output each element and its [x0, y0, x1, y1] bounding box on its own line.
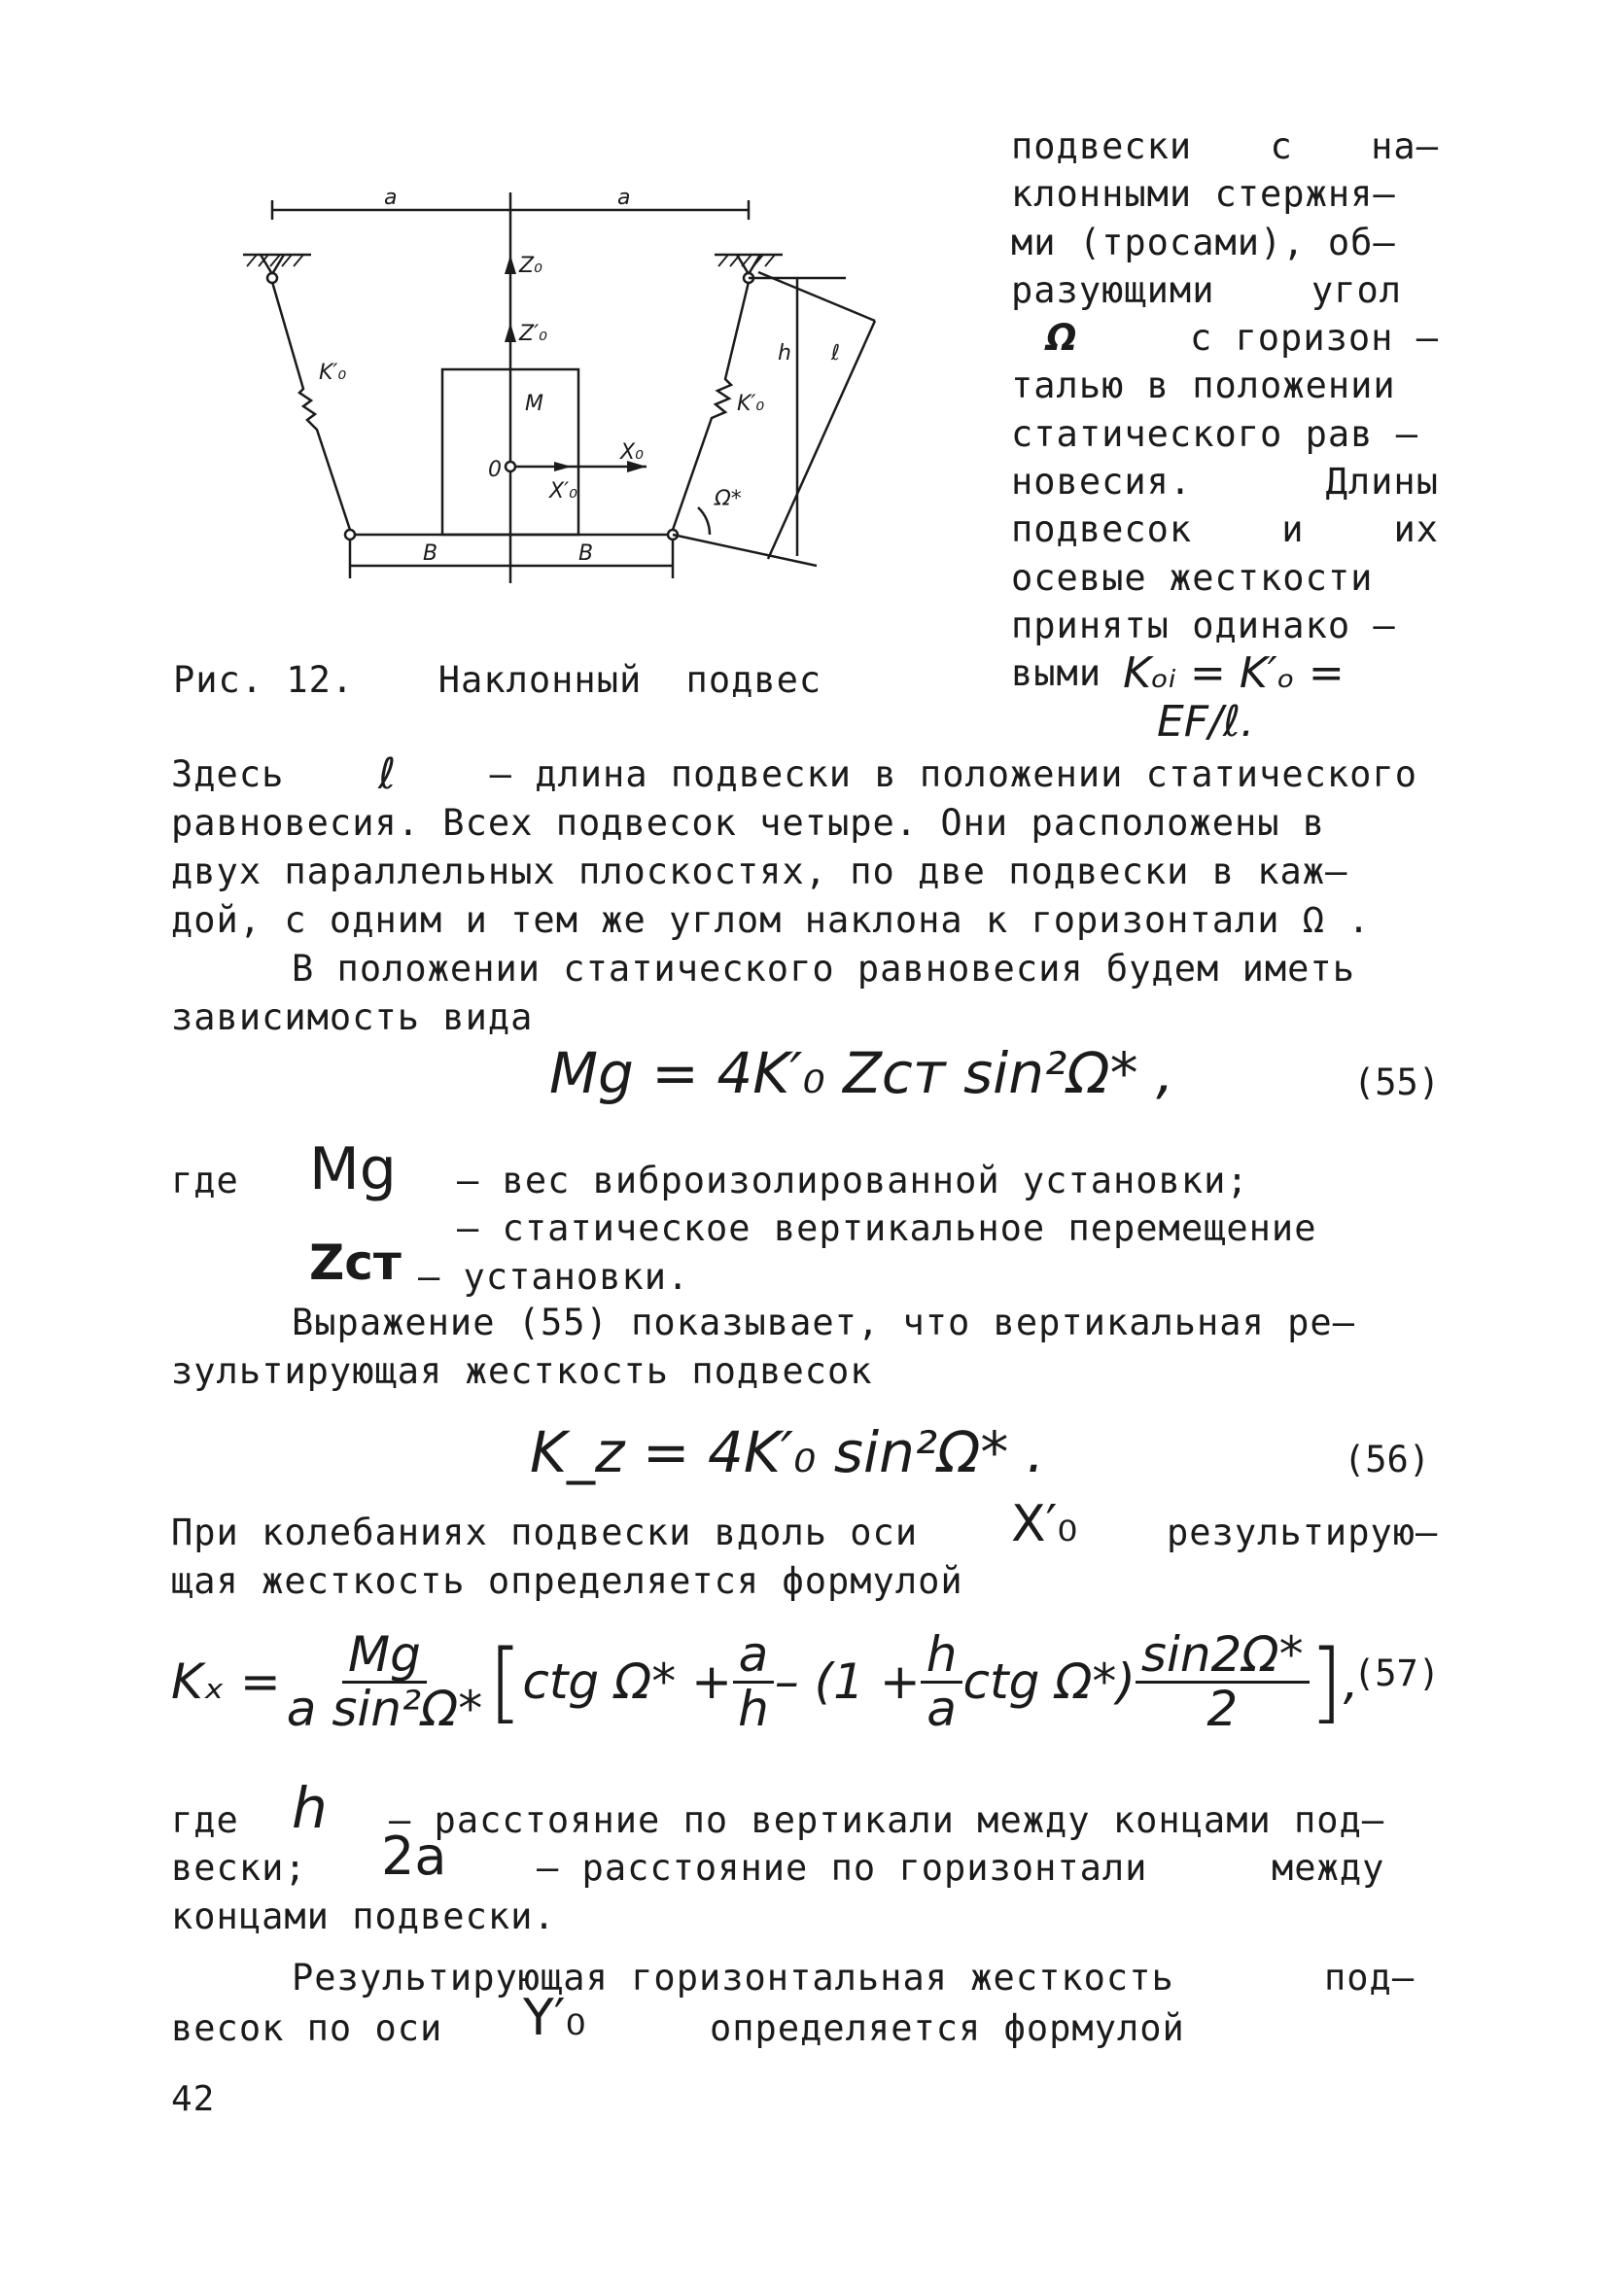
formula-k-oi: Kₒᵢ = K′ₒ =: [1123, 648, 1345, 699]
figure-inclined-suspension: [214, 185, 894, 593]
equation-56-number: (56): [1344, 1439, 1431, 1480]
p1-line-1: Здесь ℓ – длина подвески в положении статического: [171, 749, 1417, 799]
where1-desc-3: – установки.: [418, 1256, 690, 1298]
label-z0-prime: Z′₀: [519, 322, 547, 346]
p4-line-2: щая жесткость определяется формулой: [171, 1560, 963, 1602]
p1-line-3: двух параллельных плоскостях, по две подвески в каж–: [171, 851, 1348, 892]
p2-line-2: зависимость вида: [171, 996, 534, 1038]
side-line-9: подвесок и их: [1011, 508, 1439, 551]
p1-line-2: равновесия. Всех подвесок четыре. Они расположены в: [171, 802, 1326, 844]
where2-symbol-h: h: [292, 1775, 328, 1841]
label-k-left: K′₀: [319, 361, 347, 385]
side-line-12: выми Kₒᵢ = K′ₒ =: [1011, 648, 1345, 699]
label-b-left: B: [423, 541, 438, 566]
where1-symbol-zst: Zст: [309, 1235, 402, 1291]
where2-word: где: [171, 1799, 239, 1841]
where2-line2-a: вески;: [171, 1847, 307, 1889]
p3-line-2: зультирующая жесткость подвесок: [171, 1350, 873, 1392]
side-line-10: осевые жесткости: [1011, 556, 1374, 599]
label-l: ℓ: [831, 341, 841, 365]
side-line-6: талью в положении: [1011, 365, 1396, 407]
p5-axis-y0: Y′₀: [523, 1989, 586, 2047]
label-b-right: B: [578, 541, 594, 566]
side-line-2: клонными стержня–: [1011, 173, 1396, 216]
where2-line3: концами подвески.: [171, 1896, 556, 1937]
side-line-7: статического рав –: [1011, 412, 1418, 455]
label-origin: 0: [488, 458, 502, 482]
where2-line2-b: – расстояние по горизонтали: [537, 1847, 1148, 1889]
side-line-3: ми (тросами), об–: [1011, 221, 1396, 263]
label-x0: X₀: [620, 440, 644, 465]
equation-55-number: (55): [1353, 1061, 1441, 1103]
side-line-11: приняты одинако –: [1011, 604, 1396, 646]
side-line-1: подвески с на–: [1011, 125, 1439, 167]
eq57-fraction-main: $\frac{Mg}{\text{a sin²Ω*}}$: [286, 1626, 483, 1737]
p4-axis-x0: X′₀: [1011, 1495, 1078, 1553]
side-line-8: новесия. Длины: [1011, 461, 1439, 504]
side-line-4: разующими угол: [1011, 268, 1402, 311]
p5-line-2c: определяется формулой: [710, 2007, 1185, 2049]
where1-word: где: [171, 1160, 239, 1201]
label-h: h: [778, 341, 791, 365]
eq57-fraction-sin: $\frac{\sin 2\Omega*}{2}$: [1136, 1629, 1310, 1734]
label-a-right: a: [617, 186, 631, 210]
where1-desc-2: – статическое вертикальное перемещение: [457, 1207, 1317, 1249]
label-a-left: a: [384, 186, 398, 210]
side-line-5: Ω с горизон –: [1046, 317, 1439, 360]
p5-line-1b: под–: [1324, 1957, 1416, 1999]
equation-56: K_z = 4K′₀ sin²Ω* .: [530, 1419, 1045, 1485]
where1-symbol-mg: Mg: [309, 1135, 397, 1203]
where2-symbol-2a: 2a: [381, 1826, 447, 1887]
caption-text: Наклонный подвес: [437, 659, 822, 701]
equation-57-number: (57): [1353, 1652, 1441, 1694]
label-x0-prime: X′₀: [549, 479, 577, 504]
figure-diagram: [214, 185, 894, 593]
p4-line-1c: результирую–: [1167, 1512, 1439, 1553]
eq57-fraction-a-h: $\frac{a}{h}$: [732, 1629, 775, 1734]
left-rod: [272, 282, 350, 530]
side-line-13: [1011, 698, 1439, 746]
p4-line-1a: При колебаниях подвески вдоль оси: [171, 1512, 919, 1553]
p5-line-2a: весок по оси: [171, 2007, 443, 2049]
page-number: 42: [171, 2079, 216, 2119]
caption-label: Рис. 12.: [173, 659, 355, 701]
label-z0: Z₀: [519, 254, 542, 278]
eq57-fraction-h-a: $\frac{h}{a}$: [921, 1629, 963, 1734]
p5-line-1a: Результирующая горизонтальная жесткость: [292, 1957, 1174, 1999]
where1-desc-1: – вес виброизолированной установки;: [457, 1160, 1249, 1201]
formula-ef-l: EF/ℓ.: [1157, 696, 1255, 747]
p3-line-1: Выражение (55) показывает, что вертикальная ре–: [292, 1302, 1355, 1343]
side-text-column: [1011, 122, 1439, 746]
p2-line-1: В положении статического равновесия будем иметь: [292, 948, 1355, 990]
where2-desc-h: – расстояние по вертикали между концами под–: [389, 1799, 1385, 1841]
p1-line-4: дой, с одним и тем же углом наклона к горизонтали Ω .: [171, 899, 1371, 941]
label-omega: Ω*: [715, 487, 742, 511]
label-mass: M: [525, 392, 543, 416]
figure-caption: [173, 656, 821, 704]
equation-57: Kₓ = $\frac{Mg}{\text{a sin²Ω*}}$ [ ctg Ω* + $\frac{a}{h}$ – (1 + $\frac{h}{a}$ ctg Ω*) $\frac{\sin 2\Omega*}{2}$ ] ,: [171, 1626, 1359, 1737]
equation-55: Mg = 4K′₀ Zст sin²Ω* ,: [549, 1040, 1174, 1106]
where2-line2-c: между: [1272, 1847, 1385, 1889]
label-k-right: K′₀: [737, 392, 765, 416]
